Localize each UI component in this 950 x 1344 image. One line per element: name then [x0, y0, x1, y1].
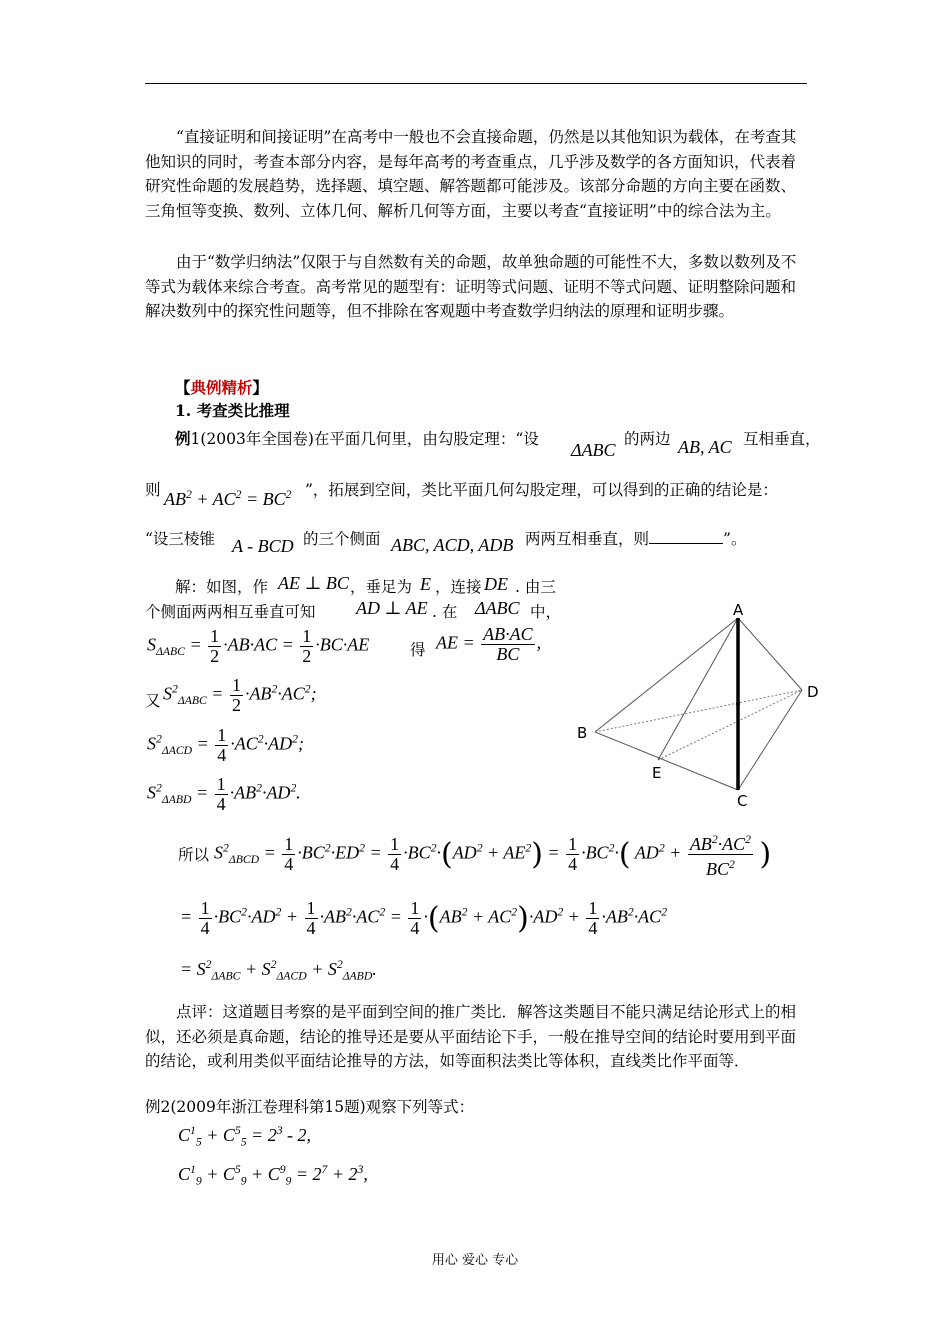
- label-e: E: [652, 764, 662, 782]
- example1-then: 则: [145, 481, 161, 499]
- formula-area-abc-sq: $S^2_{\Delta ABC}$ = $\frac{1}{2}$ $\cdot AB^2\cdot AC^2$;: [163, 675, 317, 715]
- example1-text: ”，拓展到空间，类比平面几何勾股定理，可以得到的正确的结论是：: [305, 481, 778, 499]
- example2-intro: 例2(2009年浙江卷理科第15题)观察下列等式：: [145, 1098, 475, 1116]
- math-pyramid: A - BCD: [232, 536, 294, 556]
- edge-ab: [595, 618, 738, 732]
- example1-line1: 例1(2003年全国卷)在平面几何里，由勾股定理：“设: [175, 429, 539, 448]
- segment-ed-hidden: [658, 690, 802, 760]
- solution-text: ，垂足为: [350, 578, 413, 596]
- example1-text: 的两边: [624, 430, 671, 448]
- segment-ae: [658, 618, 738, 760]
- page-footer: 用心 爱心 专心: [431, 1253, 519, 1268]
- edge-ad: [738, 618, 802, 690]
- formula-area-abc: $S_{\Delta ABC}$ = $\frac{1}{2}$ ·AB·AC = $\frac{1}{2}$ ·BC·AE: [147, 626, 370, 666]
- solution-text: 解：如图，作: [175, 578, 269, 596]
- intro-paragraph-2: 由于“数学归纳法”仅限于与自然数有关的命题，故单独命题的可能性不大，多数以数列及不等式为载体来综合考查。高考常见的题型有：证明等式问题、证明不等式问题、证明整除问题和解决数列中的探究性问题等，但不排除在客观题中考查数学归纳法的原理和证明步骤。: [145, 253, 797, 321]
- label-d: D: [807, 683, 819, 701]
- example-label: 例: [175, 429, 191, 448]
- example1-text: 的三个侧面: [303, 530, 381, 548]
- formula-area-abd-sq: $S^2_{\Delta ABD}$ = $\frac{1}{4}$ $\cdot AB^2\cdot AD^2$.: [147, 774, 301, 814]
- solution-text: . 在: [432, 603, 458, 621]
- solution-text: . 由三: [515, 578, 556, 596]
- header-rule: [145, 83, 807, 84]
- intersection-dot: [736, 702, 740, 706]
- formula-example2-line2: $C^1_9 + C^5_9 + C^9_9 = 2^7 + 2^3$,: [178, 1163, 368, 1188]
- formula-derivation-3: = $S^2_{\Delta ABC} + S^2_{\Delta ACD} + S^2_{\Delta ABD}$.: [180, 958, 377, 983]
- section-heading: 【典例精析】: [175, 378, 269, 397]
- formula-area-acd-sq: $S^2_{\Delta ACD}$ = $\frac{1}{4}$ $\cdot AC^2\cdot AD^2$;: [147, 725, 304, 765]
- comment-paragraph: 点评：这道题目考察的是平面到空间的推广类比．解答这类题目不能只满足结论形式上的相似，还必须是真命题，结论的推导还是要从平面结论下手，一般在推导空间的结论时要用到平面的结论，或利用类似平面结论推导的方法，如等面积法类比等体积，直线类比作平面等．: [145, 1003, 797, 1071]
- solution-text: 所以: [178, 846, 210, 864]
- solution-text: ，连接: [435, 578, 482, 596]
- math-pythagoras: $AB^2 + AC^2 = BC^2$: [164, 488, 292, 509]
- edge-bd-hidden: [595, 690, 802, 732]
- math-triangle-abc-2: ΔABC: [475, 598, 520, 618]
- subsection-heading: 1. 考查类比推理: [175, 401, 290, 420]
- solution-text: 得: [410, 641, 426, 659]
- math-de: DE: [484, 574, 508, 594]
- example1-text: 互相垂直，: [743, 430, 821, 448]
- label-b: B: [577, 724, 588, 742]
- formula-ae: AE = $\frac{AB\cdot AC}{BC}$ ,: [436, 624, 542, 664]
- intro-paragraph-1: “直接证明和间接证明”在高考中一般也不会直接命题，仍然是以其他知识为载体，在考查其他知识的同时，考查本部分内容，是每年高考的考查重点，几乎涉及数学的各方面知识，代表着研究性命题的发展趋势，选择题、填空题、解答题都可能涉及。该部分命题的方向主要在函数、三角恒等变换、数列、立体几何、解析几何等方面，主要以考查“直接证明”中的综合法为主。: [145, 128, 797, 221]
- edge-bc: [595, 732, 738, 790]
- solution-text: 中，: [530, 603, 562, 621]
- formula-derivation-2: = $\frac{1}{4}$ $\cdot BC^2\cdot AD^2$ + $\frac{1}{4}$ $\cdot AB^2\cdot AC^2$ = $\frac{1}{4}$ $\cdot(AB^2 + AC^2)\cdot AD^2$ + $\frac{1}{4}$ $\cdot AB^2\cdot AC^2$: [180, 898, 668, 938]
- math-faces: ABC, ACD, ADB: [391, 535, 514, 555]
- formula-example2-line1: $C^1_5 + C^5_5 = 2^3 - 2$,: [178, 1124, 312, 1149]
- math-triangle-abc: ΔABC: [571, 440, 616, 460]
- tetrahedron-figure: [570, 600, 830, 815]
- label-c: C: [737, 792, 748, 810]
- answer-blank: [649, 529, 723, 544]
- math-e: E: [420, 574, 431, 594]
- solution-text: 又: [145, 692, 161, 710]
- label-a: A: [733, 601, 744, 619]
- math-ad-perp-ae: AD ⊥ AE: [356, 598, 428, 618]
- math-ae-perp-bc: AE ⊥ BC: [278, 573, 349, 593]
- math-ab-ac: AB, AC: [678, 437, 732, 457]
- example1-text: “设三棱锥: [145, 530, 215, 548]
- example1-text: 两两互相垂直，则 ”。: [525, 530, 747, 548]
- formula-derivation-1: $S^2_{\Delta BCD}$ = $\frac{1}{4}$ $\cdot BC^2\cdot ED^2$ = $\frac{1}{4}$ $\cdot BC^2\cdot(AD^2 + AE^2)$ = $\frac{1}{4}$ $\cdot BC^2\cdot$( $AD^2$ + $\frac{AB^2\cdot AC^2}{BC^2}$ ): [214, 830, 771, 879]
- solution-text: 个侧面两两相互垂直可知: [145, 603, 316, 621]
